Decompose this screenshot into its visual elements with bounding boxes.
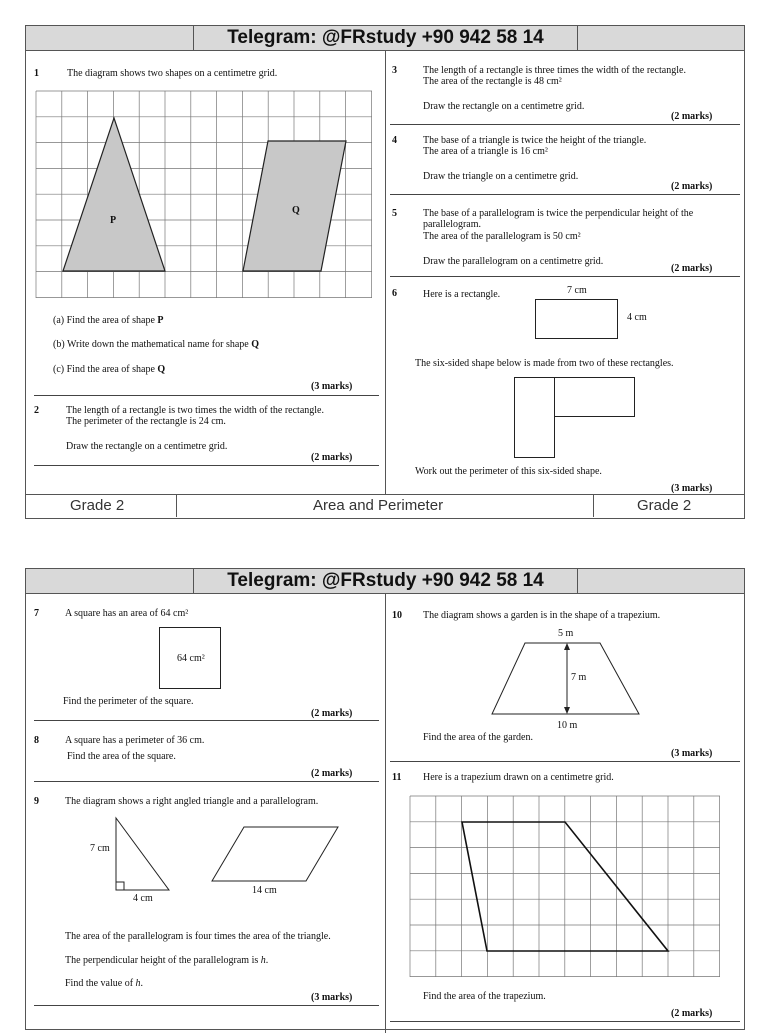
q3-line2: The area of the rectangle is 48 cm² [423,76,562,87]
q6-number: 6 [392,288,397,299]
footer-grade-left: Grade 2 [70,497,125,514]
column-divider [385,593,386,1033]
q4-line1: The base of a triangle is twice the height of the triangle. [423,135,647,146]
q11-number: 11 [392,772,402,783]
q10-line2: Find the area of the garden. [423,732,533,743]
header-bar [26,26,744,51]
q5-line1: The base of a parallelogram is twice the perpendicular height of the [423,208,694,219]
q3-marks: (2 marks) [671,111,713,122]
q2-line1: The length of a rectangle is two times the width of the rectangle. [66,405,324,416]
q7-line1: A square has an area of 64 cm² [65,608,189,619]
q10-height-label: 7 m [571,672,587,683]
q6-line2: The six-sided shape below is made from two of these rectangles. [415,358,674,369]
q10-marks: (3 marks) [671,748,713,759]
q9-number: 9 [34,796,39,807]
q1-grid-diagram [36,91,372,299]
column-divider [385,50,386,494]
q4-line2: The area of a triangle is 16 cm² [423,146,548,157]
q1-marks: (3 marks) [311,381,353,392]
q10-top-label: 5 m [558,628,574,639]
q1a-text: (a) Find the area of shape P [53,315,164,326]
q10-trapezium-diagram [490,641,642,717]
q9-line4: Find the value of h. [65,978,144,989]
q6-width-label: 4 cm [627,312,647,323]
header-title: Telegram: @FRstudy +90 942 58 14 [193,569,578,593]
footer-topic: Area and Perimeter [313,497,444,514]
q8-divider [34,781,379,782]
worksheet-page-2 [25,568,745,1030]
q10-bottom-label: 10 m [557,720,578,731]
q11-line2: Find the area of the trapezium. [423,991,546,1002]
q3-divider [390,124,740,125]
q9-diagrams [111,813,371,895]
q4-divider [390,194,740,195]
q5-number: 5 [392,208,397,219]
right-triangle [116,818,169,890]
q2-marks: (2 marks) [311,452,353,463]
garden-trapezium [492,643,639,714]
q4-line3: Draw the triangle on a centimetre grid. [423,171,579,182]
q1-number: 1 [34,68,39,79]
q5-line2: parallelogram. [423,219,482,230]
header-bar [26,569,744,594]
q2-divider [34,465,379,466]
q9-line3: The perpendicular height of the parallelogram is h. [65,955,269,966]
q9-triangle-base: 4 cm [133,893,153,904]
q11-grid-diagram [410,796,720,978]
q6-line1: Here is a rectangle. [423,289,501,300]
q6-rectangle-diagram [535,299,619,340]
q7-marks: (2 marks) [311,708,353,719]
q2-line2: The perimeter of the rectangle is 24 cm. [66,416,226,427]
right-angle-marker [116,882,124,890]
q6-six-sided-shape [514,377,636,459]
q9-line1: The diagram shows a right angled triangle and a parallelogram. [65,796,319,807]
q10-divider [390,761,740,762]
q3-line1: The length of a rectangle is three times the width of the rectangle. [423,65,686,76]
q7-number: 7 [34,608,39,619]
q7-square-label: 64 cm² [177,653,205,664]
q6-length-label: 7 cm [567,285,587,296]
q8-number: 8 [34,735,39,746]
q8-line2: Find the area of the square. [67,751,176,762]
worksheet-page-1 [25,25,745,519]
q11-line1: Here is a trapezium drawn on a centimetre grid. [423,772,614,783]
q9-parallelogram-base: 14 cm [252,885,277,896]
q5-line4: Draw the parallelogram on a centimetre grid. [423,256,604,267]
q9-line2: The area of the parallelogram is four times the area of the triangle. [65,931,331,942]
q3-line3: Draw the rectangle on a centimetre grid. [423,101,585,112]
q6-marks: (3 marks) [671,483,713,494]
q1-text: The diagram shows two shapes on a centimetre grid. [67,68,278,79]
shape-p-label: P [110,215,117,226]
q2-line3: Draw the rectangle on a centimetre grid. [66,441,228,452]
q5-line3: The area of the parallelogram is 50 cm² [423,231,581,242]
parallelogram [212,827,338,881]
q3-number: 3 [392,65,397,76]
footer-bar [26,494,744,517]
header-title: Telegram: @FRstudy +90 942 58 14 [193,26,578,50]
q9-triangle-height: 7 cm [90,843,110,854]
q9-marks: (3 marks) [311,992,353,1003]
q11-divider [390,1021,740,1022]
q5-divider [390,276,740,277]
q1-divider [34,395,379,396]
q1c-text: (c) Find the area of shape Q [53,364,166,375]
q11-marks: (2 marks) [671,1008,713,1019]
q4-marks: (2 marks) [671,181,713,192]
q1b-text: (b) Write down the mathematical name for shape Q [53,339,260,350]
q6-line3: Work out the perimeter of this six-sided shape. [415,466,602,477]
q7-divider [34,720,379,721]
q10-number: 10 [392,610,402,621]
q8-line1: A square has a perimeter of 36 cm. [65,735,205,746]
q8-marks: (2 marks) [311,768,353,779]
q2-number: 2 [34,405,39,416]
q7-line2: Find the perimeter of the square. [63,696,194,707]
q5-marks: (2 marks) [671,263,713,274]
shape-q-label: Q [292,205,300,216]
q9-divider [34,1005,379,1006]
footer-grade-right: Grade 2 [637,497,692,514]
q4-number: 4 [392,135,397,146]
q10-line1: The diagram shows a garden is in the shape of a trapezium. [423,610,661,621]
